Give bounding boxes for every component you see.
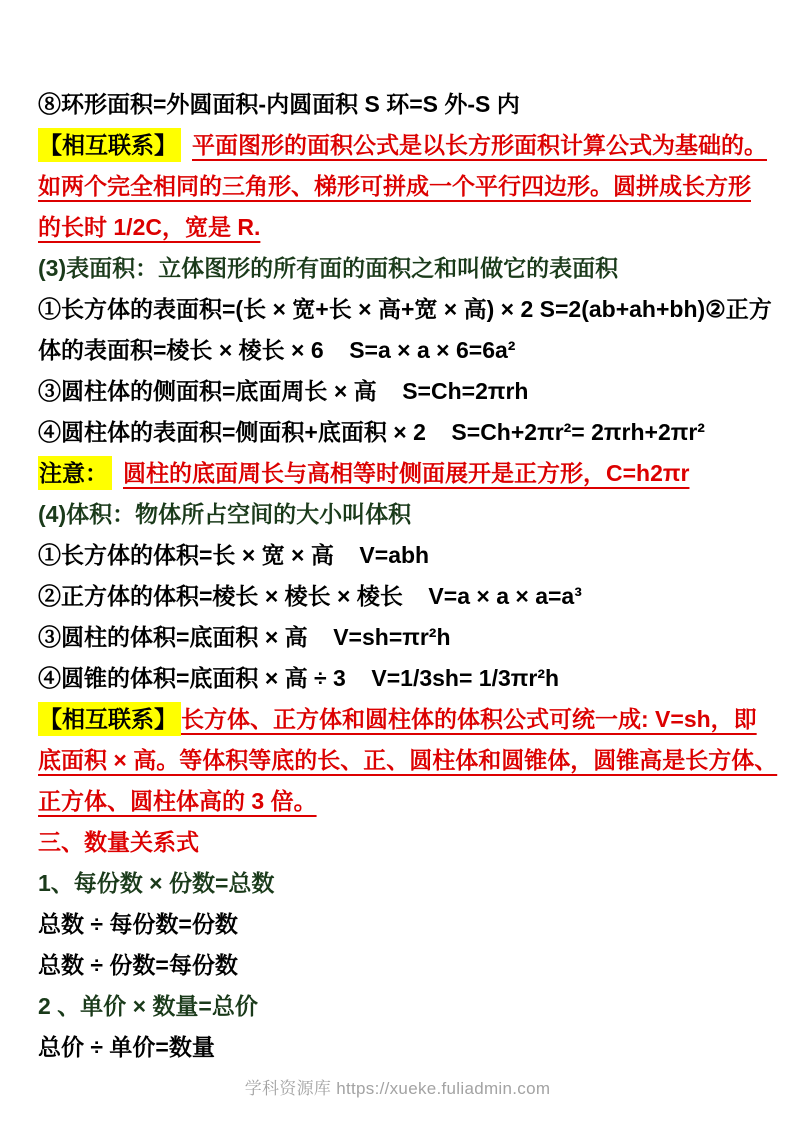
formula-line-ring-area: ⑧环形面积=外圆面积-内圆面积 S 环=S 外-S 内	[38, 91, 520, 117]
footer-watermark: 学科资源库 https://xueke.fuliadmin.com	[244, 1079, 551, 1098]
note-line-connection-2	[38, 699, 757, 740]
formula-line-per-share: 1、每份数 × 份数=总数	[38, 870, 275, 896]
formula-line-cylinder-volume: ③圆柱的体积=底面积 × 高 V=sh=πr²h	[38, 624, 451, 650]
formula-line-total-div-shares: 总数 ÷ 份数=每份数	[38, 952, 238, 978]
note-line-attention	[38, 453, 757, 494]
formula-line-cube-volume: ②正方体的体积=棱长 × 棱长 × 棱长 V=a × a × a=a³	[38, 583, 582, 609]
note-text: 平面图形的面积公式是以长方形面积计算公式为基础的。	[192, 132, 767, 158]
note-line-connection-2-cont: 底面积 × 高。等体积等底的长、正、圆柱体和圆锥体，圆锥高是长方体、	[38, 747, 778, 773]
note-line-connection-1-cont: 如两个完全相同的三角形、梯形可拼成一个平行四边形。圆拼成长方形	[38, 173, 751, 199]
note-text: 圆柱的底面周长与高相等时侧面展开是正方形，C=h2πr	[123, 460, 690, 486]
formula-line-cylinder-surface: ④圆柱体的表面积=侧面积+底面积 × 2 S=Ch+2πr²= 2πrh+2πr²	[38, 419, 705, 445]
section-heading-volume: (4)体积：物体所占空间的大小叫体积	[38, 501, 412, 527]
section-heading-surface-area: (3)表面积：立体图形的所有面的面积之和叫做它的表面积	[38, 255, 619, 281]
section-heading-quantity-relations: 三、数量关系式	[38, 829, 199, 855]
highlight-label-connection: 【相互联系】	[38, 702, 181, 736]
formula-line-cuboid-surface: ①长方体的表面积=(长 × 宽+长 × 高+宽 × 高) × 2 S=2(ab+ah+bh)②正方	[38, 296, 772, 322]
note-line-connection-2-end: 正方体、圆柱体高的 3 倍。	[38, 788, 317, 814]
note-line-connection-1	[38, 125, 767, 166]
formula-line-cube-surface: 体的表面积=棱长 × 棱长 × 6 S=a × a × 6=6a²	[38, 337, 516, 363]
formula-line-cone-volume: ④圆锥的体积=底面积 × 高 ÷ 3 V=1/3sh= 1/3πr²h	[38, 665, 560, 691]
highlight-label-attention: 注意：	[38, 456, 112, 490]
note-line-connection-1-end: 的长时 1/2C，宽是 R.	[38, 214, 261, 240]
formula-line-total-div-pershare: 总数 ÷ 每份数=份数	[38, 911, 238, 937]
formula-line-cylinder-lateral: ③圆柱体的侧面积=底面周长 × 高 S=Ch=2πrh	[38, 378, 529, 404]
highlight-label-connection: 【相互联系】	[38, 128, 181, 162]
formula-line-unit-price: 2 、单价 × 数量=总价	[38, 993, 258, 1019]
formula-line-cuboid-volume: ①长方体的体积=长 × 宽 × 高 V=abh	[38, 542, 430, 568]
note-text: 长方体、正方体和圆柱体的体积公式可统一成: V=sh，即	[181, 706, 757, 732]
formula-line-total-price-div: 总价 ÷ 单价=数量	[38, 1034, 215, 1060]
